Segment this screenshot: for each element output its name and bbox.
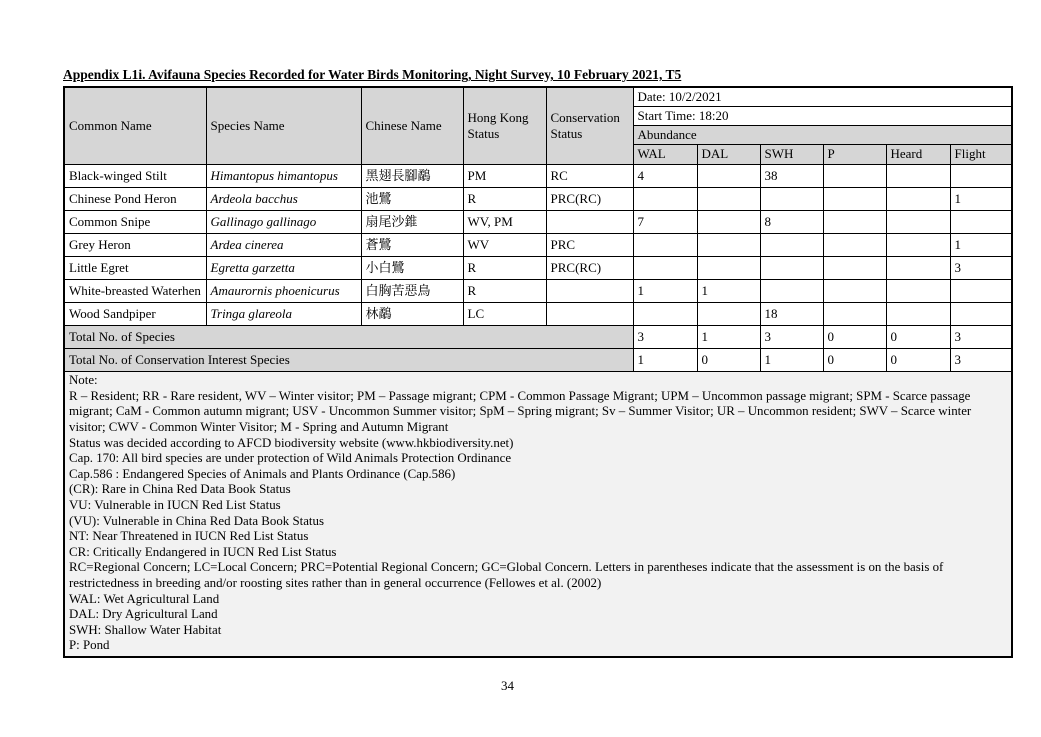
note-line: DAL: Dry Agricultural Land [69, 607, 218, 622]
abundance-value-cell [697, 302, 760, 325]
abundance-value-cell [823, 256, 886, 279]
conservation-status-cell: PRC [546, 233, 633, 256]
species-name-cell: Gallinago gallinago [206, 210, 361, 233]
total-value-cell: 3 [760, 325, 823, 348]
date-cell: Date: 10/2/2021 [633, 87, 1012, 106]
species-name-cell: Ardea cinerea [206, 233, 361, 256]
note-line: CR: Critically Endangered in IUCN Red List Status [69, 544, 337, 559]
table-header [64, 87, 1012, 164]
total-value-cell: 3 [950, 348, 1012, 371]
abundance-value-cell: 38 [760, 164, 823, 187]
abundance-col-header-heard: Heard [886, 144, 950, 164]
note-lines [69, 373, 1007, 654]
chinese-name-cell: 扇尾沙錐 [361, 210, 463, 233]
total-value-cell: 3 [950, 325, 1012, 348]
abundance-value-cell: 1 [950, 233, 1012, 256]
total-value-cell: 1 [760, 348, 823, 371]
common-name-cell: Wood Sandpiper [64, 302, 206, 325]
note-line: Cap. 170: All bird species are under protection of Wild Animals Protection Ordinance [69, 451, 512, 466]
abundance-value-cell: 1 [697, 279, 760, 302]
hk-status-cell: R [463, 256, 546, 279]
abundance-value-cell [633, 233, 697, 256]
abundance-value-cell [886, 233, 950, 256]
total-value-cell: 0 [823, 348, 886, 371]
totals-rows [64, 325, 1012, 371]
abundance-value-cell [823, 164, 886, 187]
note-section [64, 371, 1012, 657]
chinese-name-cell: 池鷺 [361, 187, 463, 210]
total-row [64, 348, 1012, 371]
abundance-value-cell [886, 164, 950, 187]
table-row [64, 256, 1012, 279]
abundance-value-cell [886, 187, 950, 210]
abundance-value-cell [823, 279, 886, 302]
abundance-col-header-wal: WAL [633, 144, 697, 164]
abundance-value-cell [697, 233, 760, 256]
hk-status-cell: LC [463, 302, 546, 325]
abundance-value-cell: 18 [760, 302, 823, 325]
species-name-cell: Himantopus himantopus [206, 164, 361, 187]
species-name-cell: Egretta garzetta [206, 256, 361, 279]
total-value-cell: 1 [697, 325, 760, 348]
hk-status-cell: R [463, 187, 546, 210]
abundance-col-header-p: P [823, 144, 886, 164]
total-value-cell: 0 [823, 325, 886, 348]
note-line: P: Pond [69, 638, 110, 653]
abundance-value-cell [886, 279, 950, 302]
note-line: Note: [69, 373, 98, 388]
note-line: (VU): Vulnerable in China Red Data Book Status [69, 513, 324, 528]
table-row [64, 187, 1012, 210]
col-header-conservation-status: Conservation Status [546, 87, 633, 164]
total-label-cell: Total No. of Conservation Interest Species [64, 348, 633, 371]
abundance-value-cell [950, 302, 1012, 325]
species-name-cell: Amaurornis phoenicurus [206, 279, 361, 302]
abundance-value-cell [633, 302, 697, 325]
abundance-value-cell [760, 279, 823, 302]
conservation-status-cell: RC [546, 164, 633, 187]
abundance-col-header-swh: SWH [760, 144, 823, 164]
species-name-cell: Ardeola bacchus [206, 187, 361, 210]
common-name-cell: Common Snipe [64, 210, 206, 233]
abundance-header-cell: Abundance [633, 125, 1012, 144]
abundance-value-cell [697, 210, 760, 233]
conservation-status-cell [546, 302, 633, 325]
chinese-name-cell: 黑翅長腳鷸 [361, 164, 463, 187]
abundance-value-cell [886, 210, 950, 233]
species-name-cell: Tringa glareola [206, 302, 361, 325]
col-header-common-name: Common Name [64, 87, 206, 164]
note-line: SWH: Shallow Water Habitat [69, 622, 222, 637]
total-value-cell: 1 [633, 348, 697, 371]
common-name-cell: Grey Heron [64, 233, 206, 256]
conservation-status-cell: PRC(RC) [546, 256, 633, 279]
species-rows [64, 164, 1012, 325]
conservation-status-cell [546, 279, 633, 302]
abundance-value-cell [823, 302, 886, 325]
total-row [64, 325, 1012, 348]
table-row [64, 233, 1012, 256]
abundance-value-cell [760, 233, 823, 256]
page-number: 34 [501, 678, 514, 693]
note-line: WAL: Wet Agricultural Land [69, 591, 220, 606]
common-name-cell: Black-winged Stilt [64, 164, 206, 187]
abundance-value-cell: 1 [633, 279, 697, 302]
abundance-value-cell: 3 [950, 256, 1012, 279]
common-name-cell: Chinese Pond Heron [64, 187, 206, 210]
abundance-col-header-dal: DAL [697, 144, 760, 164]
total-value-cell: 0 [697, 348, 760, 371]
abundance-value-cell [886, 256, 950, 279]
start-time-cell: Start Time: 18:20 [633, 106, 1012, 125]
abundance-value-cell [950, 279, 1012, 302]
note-line: (CR): Rare in China Red Data Book Status [69, 482, 291, 497]
col-header-species-name: Species Name [206, 87, 361, 164]
chinese-name-cell: 林鷸 [361, 302, 463, 325]
conservation-status-cell: PRC(RC) [546, 187, 633, 210]
common-name-cell: White-breasted Waterhen [64, 279, 206, 302]
abundance-value-cell [633, 256, 697, 279]
common-name-cell: Little Egret [64, 256, 206, 279]
page-title: Appendix L1i. Avifauna Species Recorded for Water Birds Monitoring, Night Survey, 10 February 2021, T5 [63, 67, 682, 82]
abundance-value-cell: 8 [760, 210, 823, 233]
conservation-status-cell [546, 210, 633, 233]
total-label-cell: Total No. of Species [64, 325, 633, 348]
chinese-name-cell: 小白鷺 [361, 256, 463, 279]
abundance-value-cell [823, 210, 886, 233]
abundance-value-cell [823, 233, 886, 256]
note-line: VU: Vulnerable in IUCN Red List Status [69, 498, 281, 512]
abundance-value-cell [760, 256, 823, 279]
abundance-value-cell [950, 210, 1012, 233]
note-cell [64, 371, 1012, 657]
table-row [64, 302, 1012, 325]
abundance-value-cell [760, 187, 823, 210]
total-value-cell: 0 [886, 325, 950, 348]
hk-status-cell: WV [463, 233, 546, 256]
abundance-value-cell: 7 [633, 210, 697, 233]
hk-status-cell: PM [463, 164, 546, 187]
abundance-value-cell [697, 187, 760, 210]
note-line: Cap.586 : Endangered Species of Animals and Plants Ordinance (Cap.586) [69, 466, 456, 481]
hk-status-cell: WV, PM [463, 210, 546, 233]
note-line: Status was decided according to AFCD biodiversity website (www.hkbiodiversity.net) [69, 435, 514, 450]
abundance-value-cell: 1 [950, 187, 1012, 210]
note-line: NT: Near Threatened in IUCN Red List Status [69, 529, 309, 544]
table-row [64, 164, 1012, 187]
total-value-cell: 3 [633, 325, 697, 348]
note-line: RC=Regional Concern; LC=Local Concern; PRC=Potential Regional Concern; GC=Global Concern. Letters in parentheses indicate that the assessment is on the basis of restrictedness in breeding and/or roosting sites rather than in general occurrence (Fellowes et al. (2002) [69, 560, 944, 590]
total-value-cell: 0 [886, 348, 950, 371]
table-row [64, 279, 1012, 302]
abundance-value-cell [950, 164, 1012, 187]
chinese-name-cell: 白胸苦惡鳥 [361, 279, 463, 302]
abundance-value-cell [886, 302, 950, 325]
note-line: R – Resident; RR - Rare resident, WV – Winter visitor; PM – Passage migrant; CPM - Common Passage Migrant; UPM – Uncommon passage migrant; SPM - Scarce passage migrant; CaM - Common autumn migrant; USV - Uncommon Summer visitor; SpM – Spring migrant; Sv – Summer Visitor; UR – Uncommon resident; SWV – Scarce winter visitor; CWV - Common Winter Visitor; M - Spring and Autumn Migrant [69, 388, 972, 435]
abundance-value-cell [823, 187, 886, 210]
abundance-col-header-flight: Flight [950, 144, 1012, 164]
abundance-value-cell [697, 256, 760, 279]
chinese-name-cell: 蒼鷺 [361, 233, 463, 256]
abundance-value-cell [697, 164, 760, 187]
col-header-chinese-name: Chinese Name [361, 87, 463, 164]
table-row [64, 210, 1012, 233]
col-header-hong-kong-status: Hong Kong Status [463, 87, 546, 164]
hk-status-cell: R [463, 279, 546, 302]
abundance-value-cell [633, 187, 697, 210]
abundance-value-cell: 4 [633, 164, 697, 187]
species-table [63, 86, 1013, 658]
